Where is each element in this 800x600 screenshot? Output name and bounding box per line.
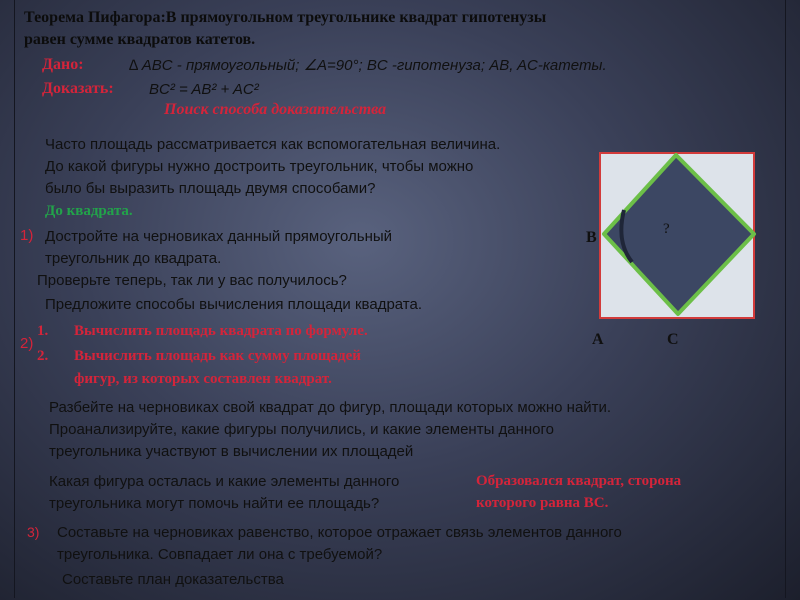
- vertex-b-label: B: [586, 229, 597, 246]
- split-line2: Проанализируйте, какие фигуры получились, и какие элементы данного: [49, 421, 555, 438]
- step3-line1: Составьте на черновиках равенство, которое отражает связь элементов данного: [57, 524, 622, 541]
- step2-item2-number: 2.: [37, 348, 49, 364]
- given-label: Дано:: [42, 56, 84, 73]
- question-line2: треугольника могут помочь найти ее площадь?: [49, 495, 380, 512]
- theorem-title-line1: Теорема Пифагора:В прямоугольном треугольнике квадрат гипотенузы: [24, 9, 547, 26]
- prove-label: Доказать:: [42, 80, 114, 97]
- step3-line2: треугольника. Совпадает ли она с требуемой?: [57, 546, 383, 563]
- step2-item2-line2: фигур, из которых составлен квадрат.: [74, 371, 332, 387]
- step2-item1-number: 1.: [37, 323, 49, 339]
- intro-line1: Часто площадь рассматривается как вспомогательная величина.: [45, 136, 501, 153]
- step1-number: 1): [20, 227, 34, 244]
- step1-line2: треугольник до квадрата.: [45, 250, 222, 267]
- split-line1: Разбейте на черновиках свой квадрат до фигур, площади которых можно найти.: [49, 399, 612, 416]
- step1-line1: Достройте на черновиках данный прямоугольный: [45, 228, 393, 245]
- prove-text: BC² = AB² + AC²: [149, 81, 259, 98]
- intro-line2: До какой фигуры нужно достроить треугольник, чтобы можно: [45, 158, 474, 175]
- step3-number: 3): [27, 524, 40, 540]
- check-text: Проверьте теперь, так ли у вас получилось?: [37, 272, 347, 289]
- split-line3: треугольника участвуют в вычислении их площадей: [49, 443, 414, 460]
- answer-inner-line2: которого равна ВС.: [476, 495, 609, 511]
- step2-item2-line1: Вычислить площадь как сумму площадей: [74, 348, 361, 364]
- inner-question-mark: ?: [663, 221, 670, 237]
- vertex-a-label: A: [592, 331, 604, 348]
- answer-inner-line1: Образовался квадрат, сторона: [476, 473, 682, 489]
- pythagoras-figure: [580, 150, 790, 350]
- intro-line3: было бы выразить площадь двумя способами?: [45, 180, 376, 197]
- answer-square: До квадрата.: [45, 203, 133, 219]
- step2-number: 2): [20, 335, 34, 352]
- section-heading: Поиск способа доказательства: [164, 101, 387, 118]
- step2-item1: Вычислить площадь квадрата по формуле.: [74, 323, 368, 339]
- plan-text: Составьте план доказательства: [62, 571, 284, 588]
- question-line1: Какая фигура осталась и какие элементы данного: [49, 473, 400, 490]
- propose-text: Предложите способы вычисления площади квадрата.: [45, 296, 423, 313]
- vertex-c-label: C: [667, 331, 679, 348]
- given-text: ∆ ABC - прямоугольный; ∠A=90°; BC -гипотенуза; AB, AC-катеты.: [129, 57, 607, 74]
- theorem-title-line2: равен сумме квадратов катетов.: [24, 31, 256, 48]
